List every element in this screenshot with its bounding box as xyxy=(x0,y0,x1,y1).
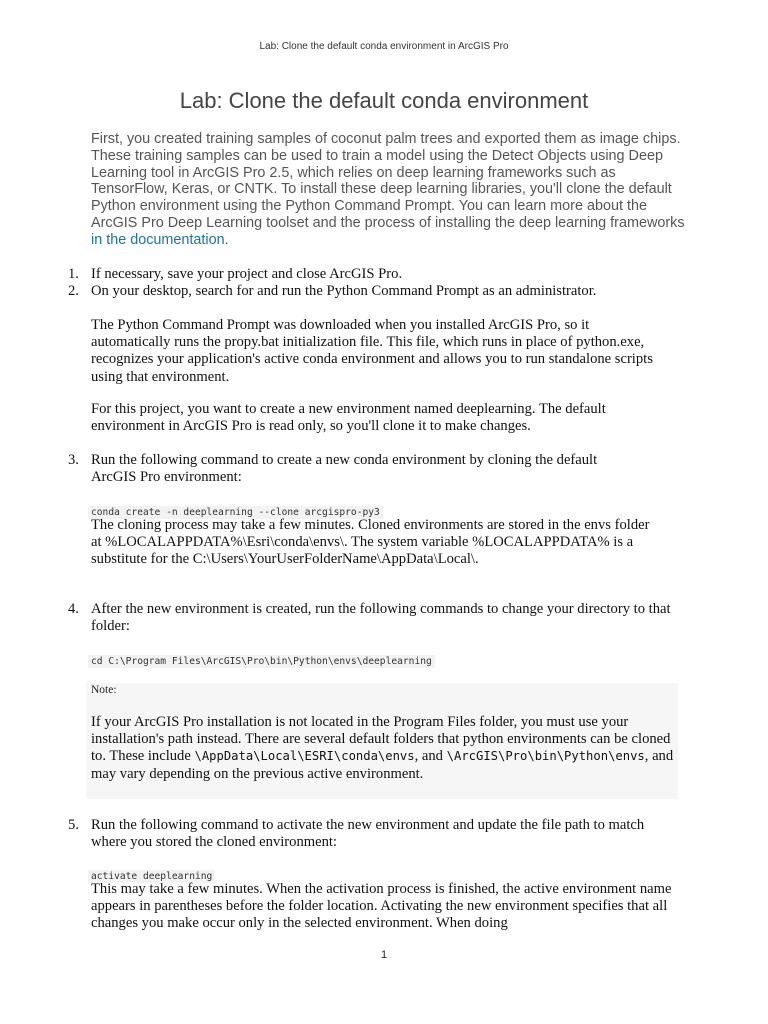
python-prompt-paragraph: The Python Command Prompt was downloaded when you installed ArcGIS Pro, so it automatically runs the propy.bat initialization file. This file, which runs in place of python.exe, recognizes your application's active conda environment and allows you to run standalone scripts using that environment. xyxy=(91,317,653,385)
intro-text: First, you created training samples of coconut palm trees and exported them as image chips. These training samples can be used to train a model using the Detect Objects using Deep Learning tool in ArcGIS Pro 2.5, which relies on deep learning frameworks such as TensorFlow, Keras, or CNTK. To install these deep learning libraries, you'll clone the default Python environment using the Python Command Prompt. You can learn more about the ArcGIS Pro Deep Learning toolset and the process of installing the deep learning frameworks xyxy=(91,131,685,231)
step-2-text: On your desktop, search for and run the Python Command Prompt as an administrator. xyxy=(91,283,597,299)
note-text xyxy=(91,714,675,783)
running-header: Lab: Clone the default conda environment in ArcGIS Pro xyxy=(259,41,509,52)
step-5-number: 5. xyxy=(68,817,79,833)
step-4-number: 4. xyxy=(68,601,79,617)
step-4-text: After the new environment is created, run the following commands to change your directory to that folder: xyxy=(91,601,671,635)
step-5-text: Run the following command to activate the new environment and update the file path to match where you stored the cloned environment: xyxy=(91,817,645,851)
page-number: 1 xyxy=(380,949,388,961)
intro-end: . xyxy=(224,231,229,248)
step-2-number: 2. xyxy=(68,283,79,299)
note-text-part1: If your ArcGIS Pro installation is not located in the Program Files folder, you must use your installation's path instead. There are several default folders that python environments can be cloned to. These include xyxy=(91,714,671,765)
note-text-part3: , and may vary depending on the previous active environment. xyxy=(91,748,674,782)
project-paragraph: For this project, you want to create a new environment named deeplearning. The default environment in ArcGIS Pro is read only, so you'll clone it to make changes. xyxy=(91,401,606,435)
step-3-text: Run the following command to create a new conda environment by cloning the default ArcGIS Pro environment: xyxy=(91,452,598,486)
clone-command: conda create -n deeplearning --clone arcgispro-py3 xyxy=(88,506,383,519)
page-title: Lab: Clone the default conda environment xyxy=(179,88,589,113)
clone-paragraph: The cloning process may take a few minutes. Cloned environments are stored in the envs folder at %LOCALAPPDATA%\Esri\conda\envs\. The system variable %LOCALAPPDATA% is a substitute for the C:\Users\YourUserFolderName\AppData\Local\. xyxy=(91,517,650,568)
note-path-2: \ArcGIS\Pro\bin\Python\envs xyxy=(446,749,645,764)
activate-command: activate deeplearning xyxy=(88,870,215,883)
cd-command: cd C:\Program Files\ArcGIS\Pro\bin\Python\envs\deeplearning xyxy=(88,655,435,668)
activate-paragraph: This may take a few minutes. When the activation process is finished, the active environment name appears in parentheses before the folder location. Activating the new environment specifies that all changes you make occur only in the selected environment. When doing xyxy=(91,881,672,932)
step-3-number: 3. xyxy=(68,452,79,468)
cd-command-block xyxy=(88,651,435,669)
step-1-number: 1. xyxy=(68,266,79,282)
step-1-text: If necessary, save your project and close ArcGIS Pro. xyxy=(91,266,403,282)
note-label: Note: xyxy=(91,684,117,696)
documentation-link[interactable]: in the documentation xyxy=(91,231,225,248)
note-text-part2: , and xyxy=(414,748,447,765)
intro-paragraph xyxy=(91,131,691,249)
note-path-1: \AppData\Local\ESRI\conda\envs xyxy=(194,749,415,764)
